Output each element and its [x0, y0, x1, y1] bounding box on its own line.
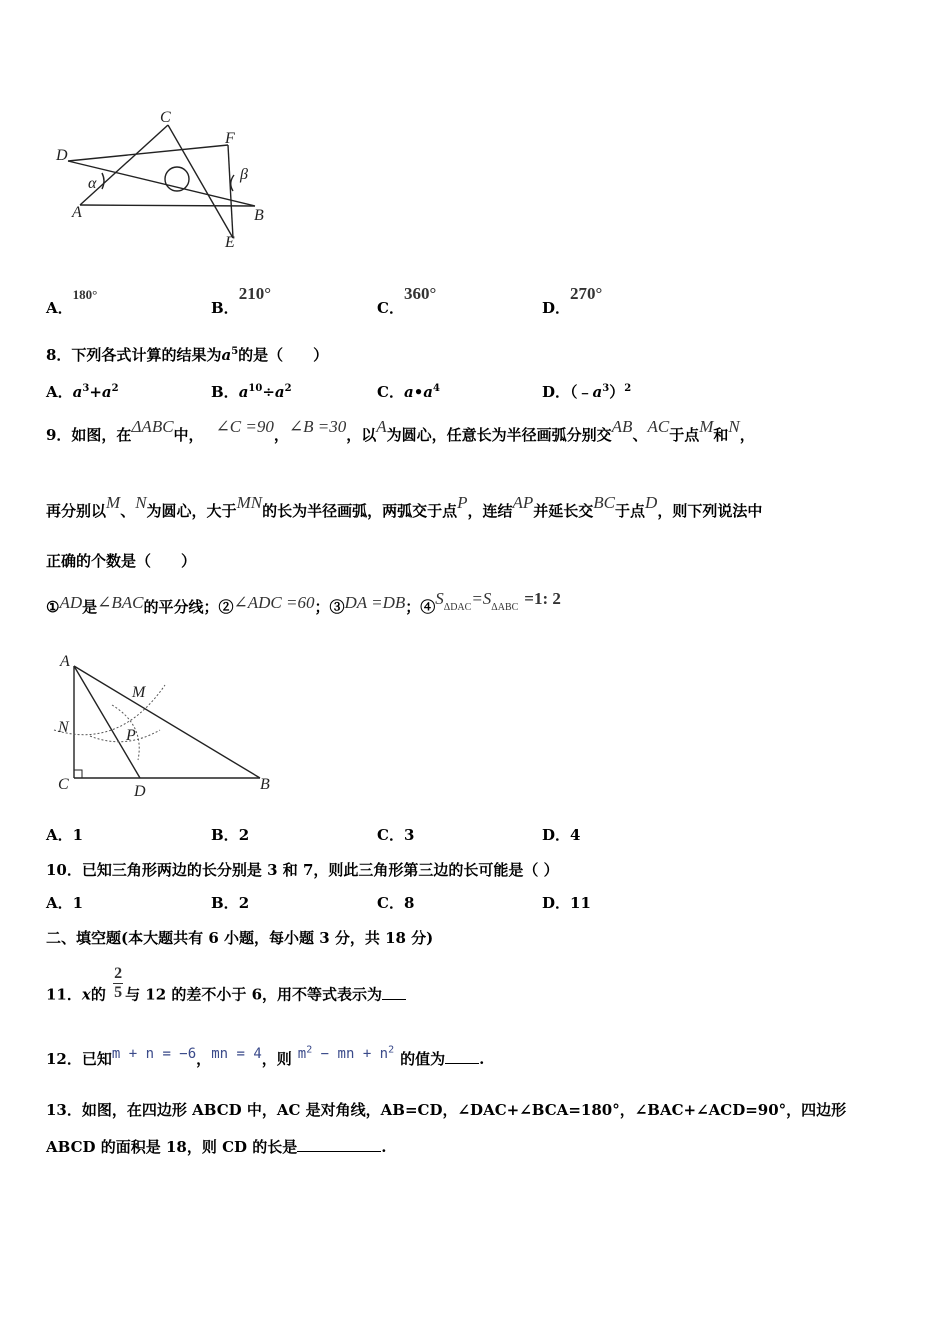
q9-option-b: B．2: [211, 826, 250, 844]
q7-option-d: D．270°: [542, 284, 603, 317]
q9-line3: 正确的个数是（ ）: [46, 552, 197, 570]
q13-answer-blank[interactable]: [297, 1137, 381, 1152]
q9-line2: 再分别以M、N为圆心，大于MN的长为半径画弧，两弧交于点P，连结AP并延长交BC于点D，则下列说法中: [46, 493, 763, 520]
side-ab: [74, 666, 260, 778]
q7-option-a: A．180°: [46, 287, 98, 317]
q8-option-b: B．$a^{10}\div a^2$: [211, 383, 292, 401]
line-c-e: [168, 125, 233, 238]
q11-answer-blank[interactable]: [382, 985, 406, 1000]
q12: 12．已知m + n = −6，mn = 4，则 $m^2$ − mn + $n^2$的值为 .: [46, 1044, 485, 1068]
fig7-label-alpha: α: [88, 175, 97, 192]
q8-option-a: A．$a^3+a^2$: [46, 383, 119, 401]
q7-option-c: C．360°: [377, 284, 437, 317]
arc-from-m: [90, 730, 160, 742]
q9-option-c: C．3: [377, 826, 415, 844]
fig7-label-f: F: [225, 130, 235, 147]
line-a-b: [80, 205, 255, 206]
fig9-label-a: A: [60, 653, 70, 670]
angle-beta-arc: [231, 175, 234, 191]
q8-stem: 8．下列各式计算的结果为$a^5$的是（ ）: [46, 346, 329, 364]
figure-q9: [50, 650, 280, 800]
fig9-label-n: N: [58, 719, 69, 736]
fig9-label-c: C: [58, 776, 69, 793]
q8-option-d: D．$(﹣a^3)^2$: [542, 383, 632, 401]
figure-q7: [50, 105, 280, 255]
q7-option-b: B．210°: [211, 284, 271, 317]
fraction-2-5: $\frac{2}{5}$: [114, 965, 123, 1001]
fig7-label-d: D: [56, 147, 68, 164]
q8-option-c: C．$a•a^4$: [377, 383, 440, 401]
q9-option-d: D．4: [542, 826, 581, 844]
fig7-label-b: B: [254, 207, 264, 224]
q10-option-b: B．2: [211, 894, 250, 912]
fig7-label-e: E: [225, 234, 235, 251]
q10-option-d: D．11: [542, 894, 591, 912]
q10-stem: 10．已知三角形两边的长分别是 3 和 7，则此三角形第三边的长可能是（ ）: [46, 861, 559, 879]
fig7-label-beta: β: [240, 166, 248, 183]
line-ad: [74, 666, 140, 778]
fig7-label-c: C: [160, 109, 171, 126]
q9-statements: ①AD是∠BAC的平分线；②∠ADC =60；③DA =DB；$④S_{\Delta DAC}=S_{\Delta ABC} =1$: 2: [46, 589, 561, 616]
fig9-label-m: M: [132, 684, 146, 701]
line-f-e: [228, 145, 233, 238]
line-c-a: [80, 125, 168, 205]
fig9-label-b: B: [260, 776, 270, 793]
fig7-label-a: A: [72, 204, 82, 221]
section-2-heading: 二、填空题(本大题共有 6 小题，每小题 3 分，共 18 分): [46, 929, 434, 947]
q12-answer-blank[interactable]: [445, 1049, 479, 1064]
q13-line2: ABCD 的面积是 18，则 CD 的长是 .: [46, 1138, 387, 1156]
angle-alpha-arc: [102, 173, 104, 189]
right-angle-mark: [74, 770, 82, 778]
fig9-label-p: P: [126, 727, 136, 744]
q10-option-c: C．8: [377, 894, 415, 912]
q11: 11．x的 $\frac{2}{5}$ 与 12 的差不小于 6，用不等式表示为: [46, 977, 406, 1014]
q13-line1: 13．如图，在四边形 ABCD 中，AC 是对角线，AB=CD，∠DAC+∠BCA=180°，∠BAC+∠ACD=90°，四边形: [46, 1101, 847, 1119]
q10-option-a: A．1: [46, 894, 84, 912]
q9-option-a: A．1: [46, 826, 84, 844]
line-d-f: [68, 145, 228, 161]
q9-line1: 9．如图，在ΔABC中， ∠C =90，∠B =30，以A为圆心，任意长为半径画弧分别交AB、AC于点M和N，: [46, 417, 755, 444]
fig9-label-d: D: [134, 783, 146, 800]
